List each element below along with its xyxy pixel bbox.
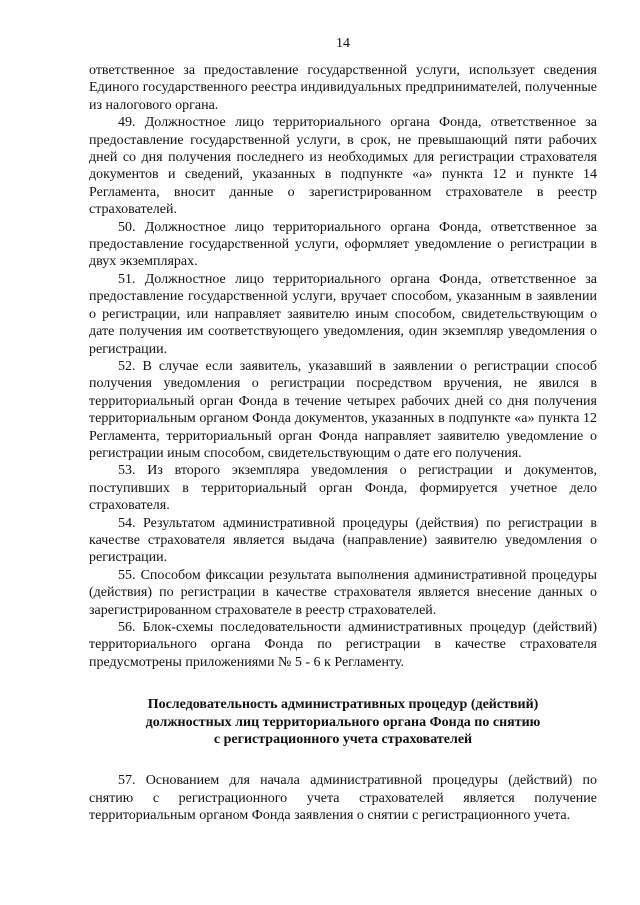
page-number: 14 bbox=[336, 36, 350, 51]
paragraph-51: 51. Должностное лицо территориального органа Фонда, ответственное за предоставление государственной услуги, вручает способом, указанным в заявлении о регистрации, или направляет заявителю иным способом, свидетельствующим о дате получения им соответствующего уведомления, один экземпляр уведомления о регистрации. bbox=[89, 271, 597, 357]
paragraph-53: 53. Из второго экземпляра уведомления о регистрации и документов, поступивших в территориальный орган Фонда, формируется учетное дело страхователя. bbox=[89, 463, 597, 514]
section-heading-line: должностных лиц территориального органа Фонда по снятию bbox=[145, 714, 541, 730]
paragraph-49: 49. Должностное лицо территориального органа Фонда, ответственное за предоставление государственной услуги, в срок, не превышающий пяти рабочих дней со дня получения последнего из необходимых для регистрации страхователя документов и сведений, указанных в подпункте «а» пункта 12 и пункте 14 Регламента, вносит данные о зарегистрированном страхователе в реестр страхователей. bbox=[89, 115, 597, 218]
paragraph-56: 56. Блок-схемы последовательности административных процедур (действий) территориального органа Фонда по регистрации в качестве страхователя предусмотрены приложениями № 5 - 6 к Регламенту. bbox=[89, 620, 597, 670]
paragraph-55: 55. Способом фиксации результата выполнения административной процедуры (действия) по регистрации в качестве страхователя является внесение данных о зарегистрированном страхователе в реестр страхователей. bbox=[89, 567, 597, 618]
paragraph-continuation: ответственное за предоставление государственной услуги, использует сведения Единого государственного реестра индивидуальных предпринимателей, полученные из налогового органа. bbox=[89, 63, 597, 113]
paragraph-50: 50. Должностное лицо территориального органа Фонда, ответственное за предоставление государственной услуги, оформляет уведомление о регистрации в двух экземплярах. bbox=[89, 219, 597, 270]
paragraph-54: 54. Результатом административной процедуры (действия) по регистрации в качестве страхователя является выдача (направление) заявителю уведомления о регистрации. bbox=[89, 515, 597, 566]
section-heading-line: Последовательность административных процедур (действий) bbox=[147, 697, 539, 713]
paragraph-57: 57. Основанием для начала административной процедуры (действий) по снятию с регистрационного учета страхователей является получение территориальным органом Фонда заявления о снятии с регистрационного учета. bbox=[89, 773, 597, 824]
document-page bbox=[89, 36, 597, 825]
paragraph-52: 52. В случае если заявитель, указавший в заявлении о регистрации способ получения уведомления о регистрации посредством вручения, не явился в территориальный орган Фонда в течение четырех рабочих дней со дня получения территориальным органом Фонда документов, указанных в подпункте «а» пункта 12 Регламента, территориальный орган Фонда направляет заявителю уведомление о регистрации иным способом, свидетельствующим о дате его получения. bbox=[89, 358, 597, 461]
section-heading bbox=[89, 696, 597, 748]
section-heading-line: с регистрационного учета страхователей bbox=[213, 732, 473, 748]
